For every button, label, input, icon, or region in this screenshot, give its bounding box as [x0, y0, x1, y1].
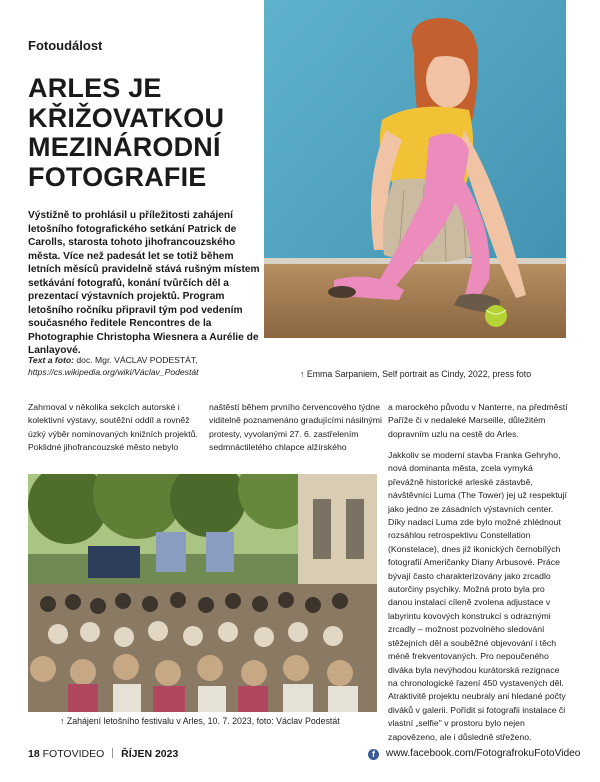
facebook-link[interactable]	[368, 748, 580, 760]
portrait-photo	[264, 0, 566, 338]
body-column: Zahrnoval v několika sekcích autorské i kolektivní výstavy, soutěžní oddíl a rovněž úzký výběr nominovaných knižních projektů. Poklidné jihofrancouzské město nebylo	[28, 402, 198, 453]
footer-divider	[112, 748, 113, 758]
author-credit	[28, 355, 268, 378]
headline-line: MEZINÁRODNÍ	[28, 132, 221, 162]
credit-url: https://cs.wikipedia.org/wiki/Václav_Podestát	[28, 366, 199, 377]
credit-label: Text a foto:	[28, 355, 74, 365]
photo-caption: ↑ Emma Sarpaniem, Self portrait as Cindy, 2022, press foto	[300, 369, 532, 379]
festival-photo	[28, 474, 377, 712]
page-footer	[28, 748, 178, 760]
page-number: 18	[28, 748, 40, 760]
headline-line: FOTOGRAFIE	[28, 161, 207, 192]
body-column: a marockého původu v Nanterre, na předměstí Paříže či v nedaleké Marseille, důležitém dopravním uzlu na cestě do Arles.	[388, 402, 568, 439]
facebook-url: www.facebook.com/FotografrokuFotoVideo	[385, 748, 581, 759]
headline	[28, 74, 253, 192]
photo-caption: ↑ Zahájení letošního festivalu v Arles, 10. 7. 2023, foto: Václav Podestát	[60, 716, 340, 726]
facebook-icon: f	[368, 749, 379, 760]
lead-paragraph: Výstižně to prohlásil u příležitosti zahájení letošního fotografického setkání Patrick de Carolls, starosta tohoto jihofrancouzského města. Více než padesát let se totiž během letních měsíců pravidelně stává rušným místem setkávání fotografů, konání tvůrčích děl a prezentací výstavních projektů. Program letošního ročníku připravil tým pod vedením současného ředitele Rencontres de la Photographie Christopha Wiesnera a Aurélie de Lanlayové.	[28, 210, 260, 356]
body-column: Jakkoliv se moderní stavba Franka Gehryho, nová dominanta města, zcela vymyká převážně historické arleské zástavbě, návštěvníci Luma (The Tower) jej už respektují jako jedno ze zásadních výstavních center. Díky nadaci Luma zde bylo možné zhlédnout rozsáhlou retrospektivu Constellation (Konstelace), dnes již ikonických černobílých fotografií Američanky Diany Arbusové. Práce bývají často charakterizovány jako zrcadlo autorčiny psychiky. Možná proto byla pro danou instalaci cíleně zvolena adjustace v labyrintu kovových konstrukcí s odraznými zrcadly – možnost pozvolného sledování stěžejních děl a souběžné objevování i těch méně frekventovaných. Pro nepoučeného diváka byla nevýhodou kurátorská rezignace na chronologické řazení 450 vystavených děl. Atraktivitě projektu neubraly ani hledané počty diváků v galerii. Pořídit si fotografii instalace či vlastní „selfie" v prostoru bylo nejen zapovězeno, ale i důsledně střeženo.	[388, 450, 567, 742]
section-label: Fotoudálost	[28, 38, 103, 53]
magazine-name: FOTOVIDEO	[42, 748, 105, 760]
body-column: naštěstí během prvního červencového týdne viditelně poznamenáno gradujícími násilnými protesty, vyvolanými 27. 6. zastřelením sedmnáctiletého chlapce alžírského	[209, 402, 382, 453]
headline-line: KŘIŽOVATKOU	[28, 102, 225, 133]
issue-date: ŘÍJEN 2023	[121, 748, 179, 760]
credit-author: doc. Mgr. VÁCLAV PODESTÁT,	[76, 355, 198, 365]
headline-line: ARLES JE	[28, 73, 162, 103]
